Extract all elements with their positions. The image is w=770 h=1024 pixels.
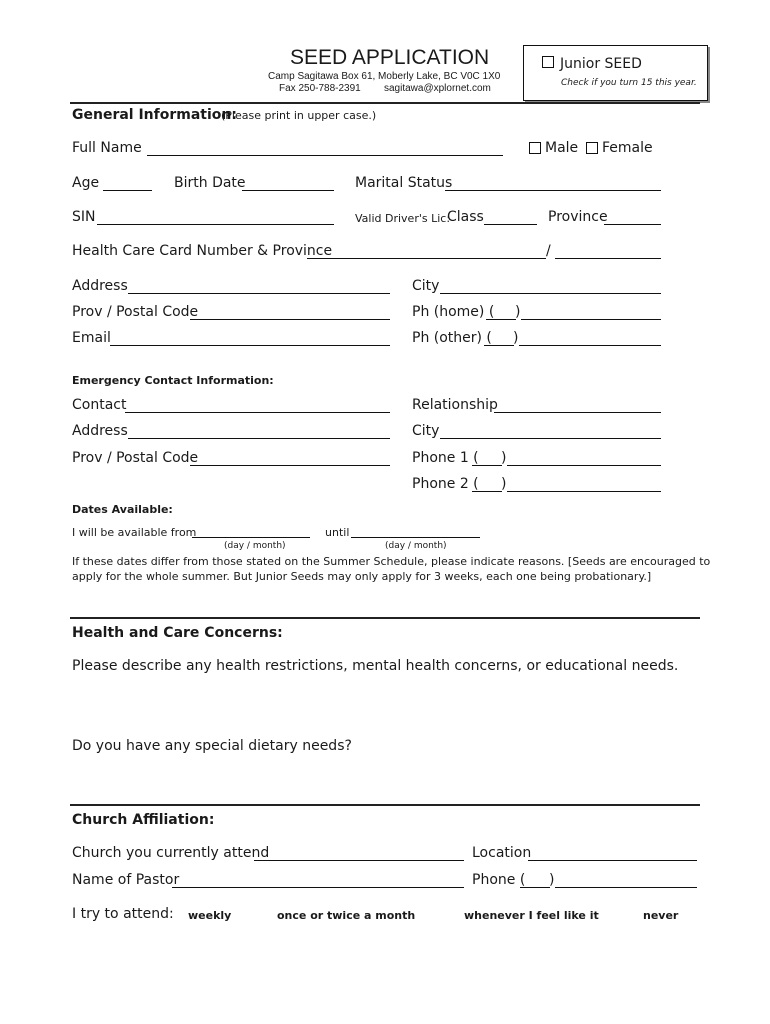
phone1-close-paren: ) — [501, 450, 507, 466]
camp-address: Camp Sagitawa Box 61, Moberly Lake, BC V0C 1X0 — [268, 71, 501, 82]
male-label: Male — [545, 140, 579, 156]
health-heading: Health and Care Concerns: — [72, 625, 283, 641]
health-card-label: Health Care Card Number & Province — [72, 243, 333, 259]
ph-home-close-paren: ) — [515, 304, 521, 320]
attend-frequency-label: I try to attend: — [72, 906, 174, 922]
phone1-label: Phone 1 ( — [412, 450, 479, 466]
emergency-heading: Emergency Contact Information: — [72, 374, 274, 387]
relationship-field[interactable] — [494, 412, 661, 413]
ph-other-label: Ph (other) ( — [412, 330, 492, 346]
address-label: Address — [72, 278, 128, 294]
dates-note-line2: apply for the whole summer. But Junior Seeds may only apply for 3 weeks, each one being probationary.] — [72, 570, 652, 583]
marital-status-label: Marital Status — [355, 175, 453, 191]
city-label: City — [412, 278, 440, 294]
attend-option-whenever[interactable]: whenever I feel like it — [464, 909, 599, 922]
pastor-label: Name of Pastor — [72, 872, 180, 888]
church-location-field[interactable] — [528, 860, 697, 861]
phone1-area-field[interactable] — [472, 465, 502, 466]
church-attend-field[interactable] — [254, 860, 464, 861]
emergency-prov-postal-field[interactable] — [190, 465, 390, 466]
phone1-number-field[interactable] — [507, 465, 661, 466]
dates-heading: Dates Available: — [72, 503, 173, 516]
health-card-slash: / — [546, 243, 551, 259]
emergency-prov-postal-label: Prov / Postal Code — [72, 450, 199, 466]
prov-postal-label: Prov / Postal Code — [72, 304, 199, 320]
health-card-province-field[interactable] — [555, 258, 661, 259]
camp-email: sagitawa@xplornet.com — [384, 83, 491, 94]
church-heading: Church Affiliation: — [72, 812, 215, 828]
drivers-lic-label: Valid Driver's Lic: — [355, 212, 451, 225]
ph-home-area-field[interactable] — [486, 319, 516, 320]
emergency-address-field[interactable] — [128, 438, 390, 439]
general-info-subnote: (Please print in upper case.) — [221, 109, 377, 122]
health-card-number-field[interactable] — [307, 258, 546, 259]
dietary-answer-area[interactable] — [72, 758, 700, 800]
pastor-phone-area-field[interactable] — [520, 887, 550, 888]
until-label: until — [325, 526, 350, 539]
male-checkbox[interactable] — [529, 142, 541, 154]
until-field[interactable] — [351, 537, 480, 538]
health-answer-area[interactable] — [72, 680, 700, 730]
province-label: Province — [548, 209, 608, 225]
phone2-close-paren: ) — [501, 476, 507, 492]
pastor-phone-number-field[interactable] — [555, 887, 697, 888]
age-label: Age — [72, 175, 100, 191]
pastor-phone-label: Phone ( — [472, 872, 526, 888]
junior-seed-note: Check if you turn 15 this year. — [561, 78, 697, 88]
class-field[interactable] — [484, 224, 537, 225]
camp-fax: Fax 250-788-2391 — [279, 83, 361, 94]
junior-seed-label: Junior SEED — [560, 56, 642, 72]
pastor-phone-close-paren: ) — [549, 872, 555, 888]
marital-status-field[interactable] — [445, 190, 661, 191]
emergency-city-field[interactable] — [440, 438, 661, 439]
birth-date-field[interactable] — [242, 190, 334, 191]
emergency-address-label: Address — [72, 423, 128, 439]
header-divider — [70, 102, 700, 104]
female-label: Female — [602, 140, 653, 156]
ph-other-number-field[interactable] — [519, 345, 661, 346]
available-from-field[interactable] — [192, 537, 310, 538]
health-divider — [70, 804, 700, 806]
attend-option-never[interactable]: never — [643, 909, 679, 922]
prov-postal-field[interactable] — [190, 319, 390, 320]
attend-option-weekly[interactable]: weekly — [188, 909, 232, 922]
city-field[interactable] — [440, 293, 661, 294]
pastor-field[interactable] — [172, 887, 464, 888]
sin-field[interactable] — [97, 224, 334, 225]
full-name-label: Full Name — [72, 140, 142, 156]
class-label: Class — [447, 209, 484, 225]
emergency-city-label: City — [412, 423, 440, 439]
phone2-number-field[interactable] — [507, 491, 661, 492]
dates-note-line1: If these dates differ from those stated on the Summer Schedule, please indicate reasons. [Seeds are encouraged to — [72, 555, 711, 568]
female-checkbox[interactable] — [586, 142, 598, 154]
health-question: Please describe any health restrictions, mental health concerns, or educational needs. — [72, 658, 679, 674]
church-location-label: Location — [472, 845, 532, 861]
dates-divider — [70, 617, 700, 619]
ph-other-area-field[interactable] — [484, 345, 514, 346]
phone2-area-field[interactable] — [472, 491, 502, 492]
form-title: SEED APPLICATION — [290, 46, 490, 69]
email-field[interactable] — [110, 345, 390, 346]
ph-other-close-paren: ) — [513, 330, 519, 346]
phone2-label: Phone 2 ( — [412, 476, 479, 492]
birth-date-label: Birth Date — [174, 175, 246, 191]
emergency-contact-label: Contact — [72, 397, 127, 413]
emergency-contact-field[interactable] — [125, 412, 390, 413]
relationship-label: Relationship — [412, 397, 498, 413]
province-field[interactable] — [604, 224, 661, 225]
church-attend-label: Church you currently attend — [72, 845, 270, 861]
full-name-field[interactable] — [147, 155, 503, 156]
email-label: Email — [72, 330, 111, 346]
sin-label: SIN — [72, 209, 96, 225]
general-info-heading: General Information: — [72, 107, 237, 123]
until-day-month-hint: (day / month) — [385, 541, 447, 551]
available-from-label: I will be available from — [72, 526, 197, 539]
ph-home-number-field[interactable] — [521, 319, 661, 320]
dietary-question: Do you have any special dietary needs? — [72, 738, 352, 754]
age-field[interactable] — [103, 190, 152, 191]
attend-option-monthly[interactable]: once or twice a month — [277, 909, 416, 922]
address-field[interactable] — [128, 293, 390, 294]
junior-seed-checkbox[interactable] — [542, 56, 554, 68]
ph-home-label: Ph (home) ( — [412, 304, 495, 320]
junior-seed-box — [523, 45, 708, 101]
from-day-month-hint: (day / month) — [224, 541, 286, 551]
